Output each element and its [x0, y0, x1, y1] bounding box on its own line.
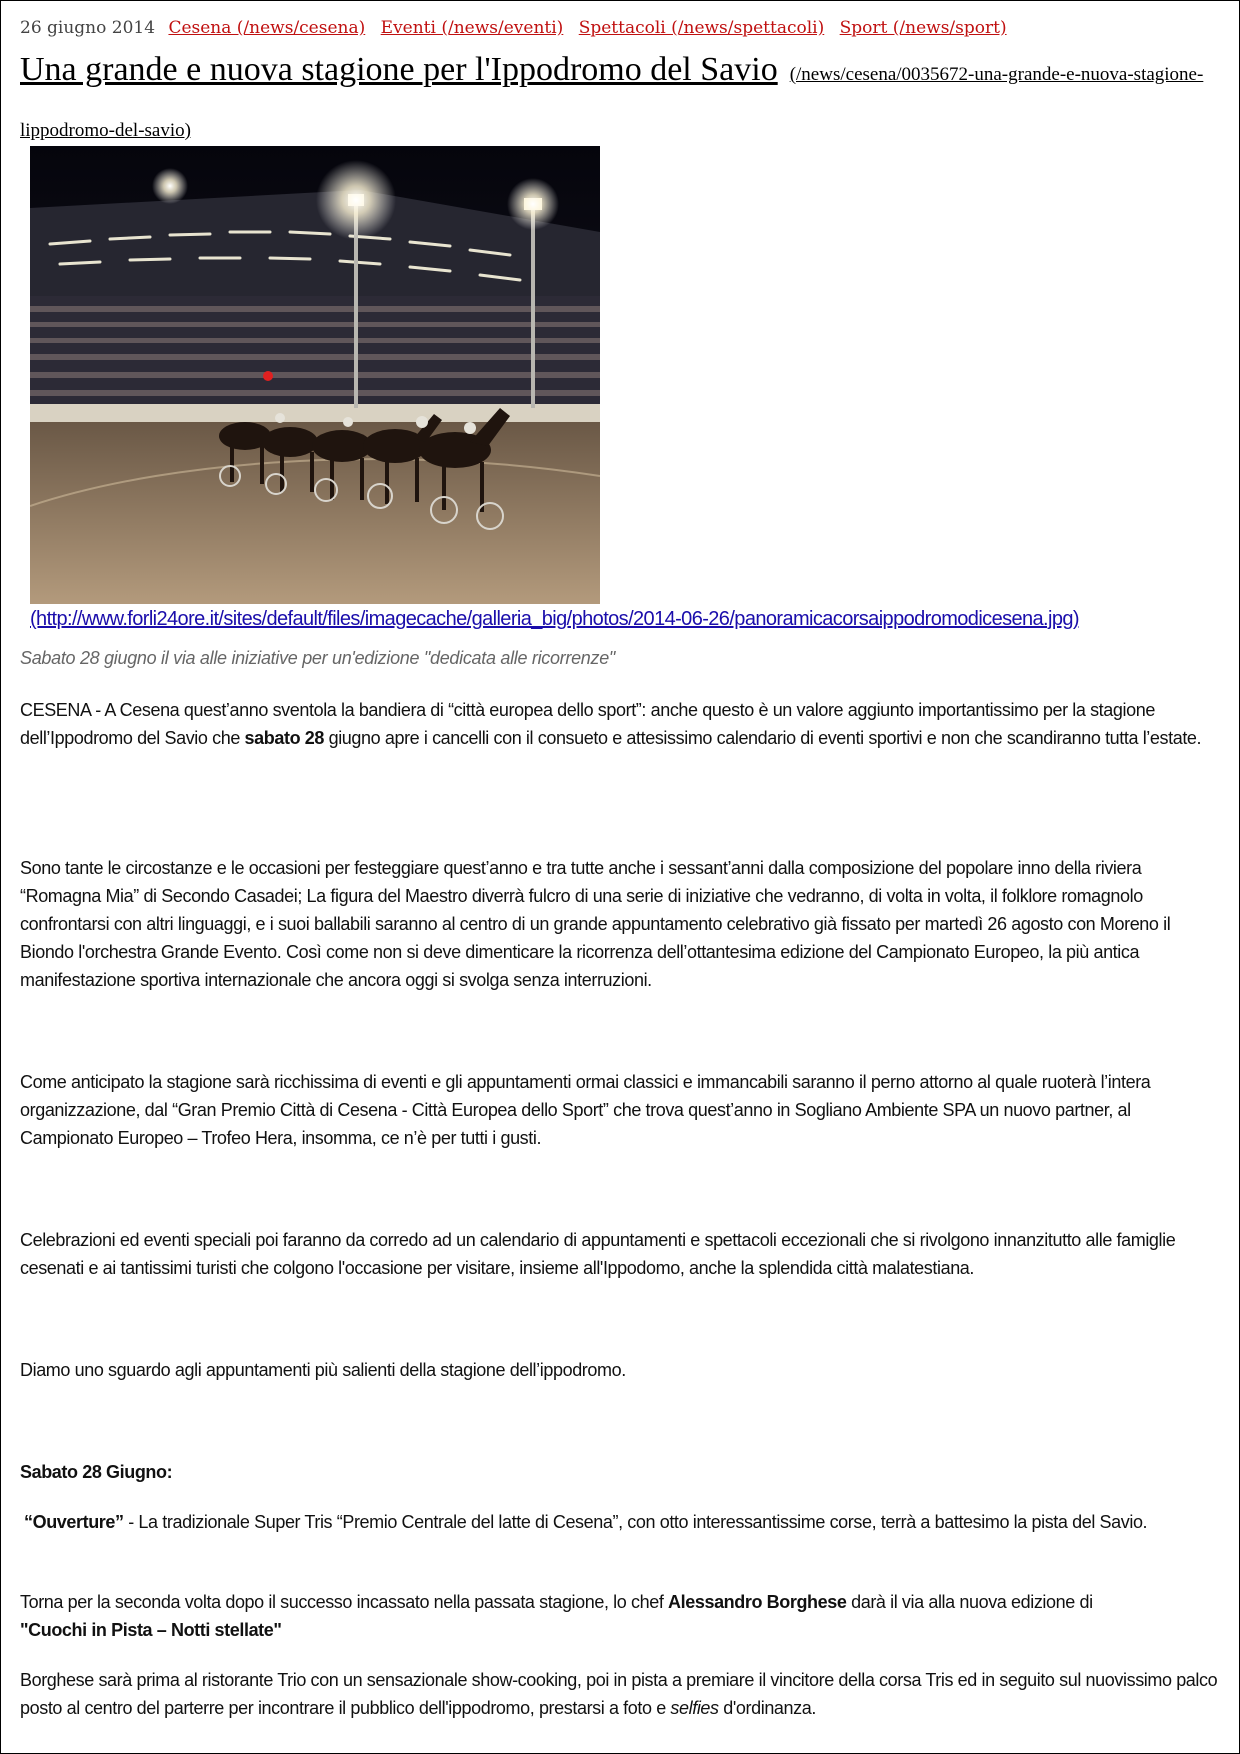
intro-lead: CESENA - A Cesena quest’anno sventola la bandiera di “città europea dello sport”: anche questo è un valore aggiunto importantissimo per la stagione dell’Ippodromo del Savio che: [20, 700, 1155, 748]
chef-name: Alessandro Borghese: [668, 1592, 847, 1612]
paragraph-chef: [20, 1588, 1220, 1644]
article-title-link[interactable]: (/news/cesena/0035672-una-grande-e-nuova-stagione-lippodromo-del-savio): [20, 64, 1204, 141]
ouverture-title: “Ouverture”: [24, 1512, 124, 1532]
tag-link-sport[interactable]: Sport (/news/sport): [839, 18, 1007, 38]
event-title: "Cuochi in Pista – Notti stellate": [20, 1620, 282, 1640]
paragraph-ouverture: [24, 1508, 1224, 1536]
article-meta: [20, 18, 1017, 38]
paragraph-borghese: [20, 1666, 1220, 1722]
tag-link-eventi[interactable]: Eventi (/news/eventi): [380, 18, 564, 38]
paragraph-anniversaries: Sono tante le circostanze e le occasioni per festeggiare quest’anno e tra tutte anche i sessant’anni dalla composizione del popolare inno della riviera “Romagna Mia” di Secondo Casadei; La figura del Maestro diverrà fulcro di una serie di iniziative che vedranno, di volta in volta, il folklore romagnolo confrontarsi con altri linguaggi, e i suoi ballabili saranno al centro di un grande appuntamento celebrativo già fissato per martedì 26 agosto con Moreno il Biondo l'orchestra Grande Evento. Così come non si deve dimenticare la ricorrenza dell’ottantesima edizione del Campionato Europeo, la più antica manifestazione sportiva internazionale che ancora oggi si svolga senza interruzioni.: [20, 858, 1171, 990]
intro-tail: giugno apre i cancelli con il consueto e attesissimo calendario di eventi sportivi e non che scandiranno tutta l’estate.: [324, 728, 1202, 748]
tag-link-cesena[interactable]: Cesena (/news/cesena): [168, 18, 366, 38]
image-source-link[interactable]: (http://www.forli24ore.it/sites/default/files/imagecache/galleria_big/photos/2014-06-26/panoramicacorsaippodromodicesena.jpg): [30, 608, 1079, 630]
paragraph-season: Come anticipato la stagione sarà ricchissima di eventi e gli appuntamenti ormai classici e immancabili saranno il perno attorno al quale ruoterà l’intera organizzazione, dal “Gran Premio Città di Cesena - Città Europea dello Sport” che trova quest’anno in Sogliano Ambiente SPA un nuovo partner, al Campionato Europeo – Trofeo Hera, insomma, ce n’è per tutti i gusti.: [20, 1072, 1151, 1148]
intro-date-bold: sabato 28: [244, 728, 324, 748]
racetrack-night-photo: [30, 146, 600, 604]
section-heading: [20, 1458, 1220, 1486]
paragraph-highlights-intro: Diamo uno sguardo agli appuntamenti più salienti della stagione dell’ippodromo.: [20, 1360, 626, 1380]
article-title: [20, 44, 1210, 156]
paragraph-celebrations: Celebrazioni ed eventi speciali poi faranno da corredo ad un calendario di appuntamenti e spettacoli eccezionali che si rivolgono innanzitutto alle famiglie cesenati e ai tantissimi turisti che colgono l'occasione per visitare, insieme all'Ippodomo, anche la splendida città malatestiana.: [20, 1230, 1176, 1278]
paragraph-intro: [20, 696, 1220, 752]
chef-mid: darà il via alla nuova edizione di: [846, 1592, 1093, 1612]
photo-caption: Sabato 28 giugno il via alle iniziative per un'edizione "dedicata alle ricorrenze": [20, 648, 615, 668]
borghese-lead: Borghese sarà prima al ristorante Trio con un sensazionale show-cooking, poi in pista a premiare il vincitore della corsa Tris ed in seguito sul nuovissimo palco posto al centro del parterre per incontrare il pubblico dell'ippodromo, prestarsi a foto e: [20, 1670, 1218, 1718]
chef-lead: Torna per la seconda volta dopo il successo incassato nella passata stagione, lo chef: [20, 1592, 669, 1612]
borghese-tail: d'ordinanza.: [718, 1698, 816, 1718]
article-title-text[interactable]: Una grande e nuova stagione per l'Ippodromo del Savio: [20, 51, 778, 88]
publish-date: 26 giugno 2014: [20, 18, 156, 38]
selfies-italic: selfies: [670, 1698, 719, 1718]
tag-link-spettacoli[interactable]: Spettacoli (/news/spettacoli): [578, 18, 825, 38]
ouverture-text: - La tradizionale Super Tris “Premio Centrale del latte di Cesena”, con otto interessantissime corse, terrà a battesimo la pista del Savio.: [123, 1512, 1148, 1532]
section-heading-text: Sabato 28 Giugno:: [20, 1462, 173, 1482]
article-photo: [30, 146, 600, 604]
